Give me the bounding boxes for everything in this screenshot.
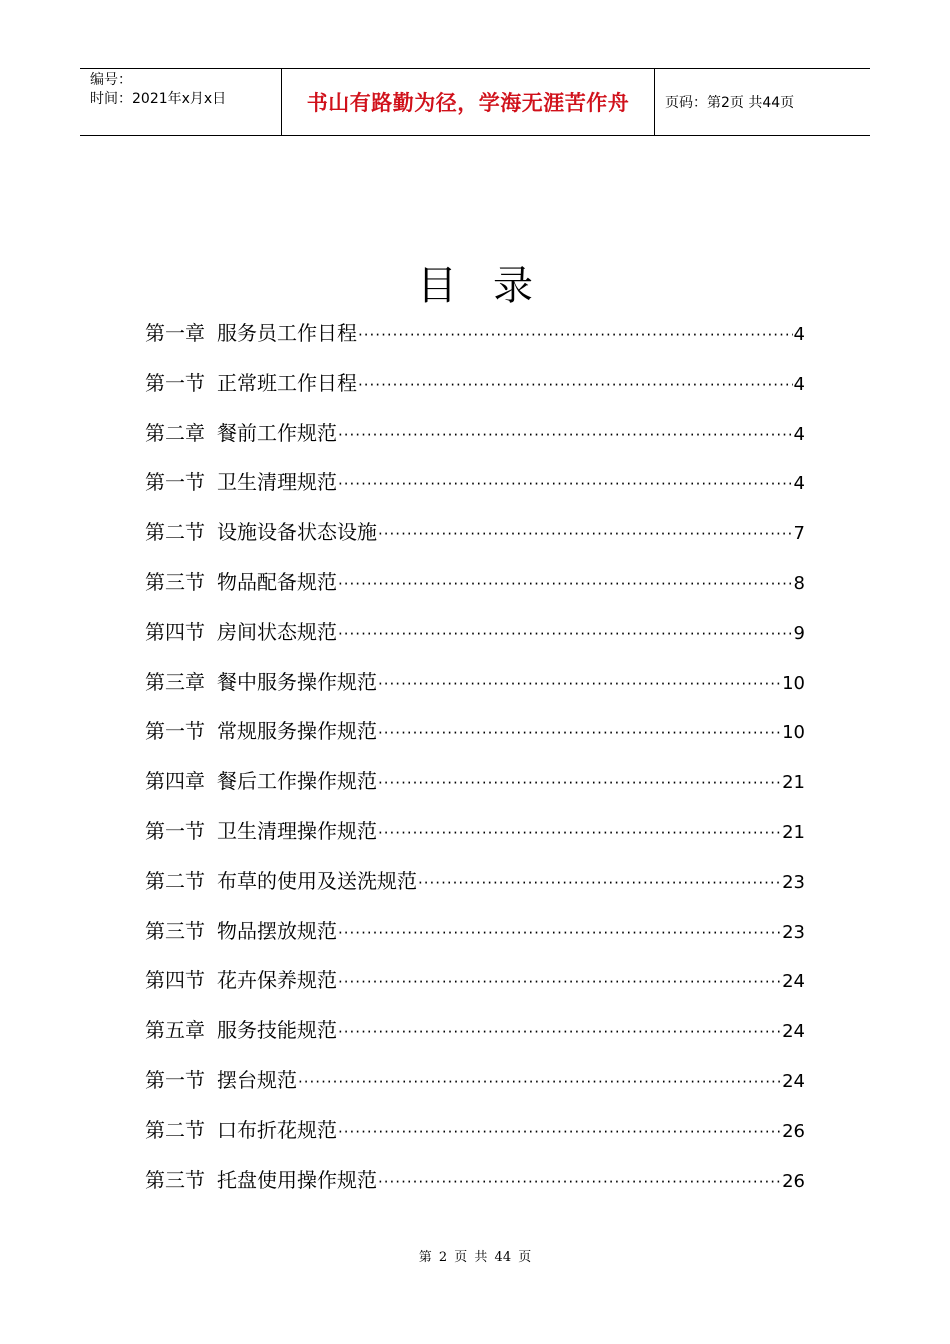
toc-item[interactable] — [145, 315, 805, 365]
toc-item[interactable] — [145, 664, 805, 714]
toc-item-number: 第三章 — [145, 669, 205, 694]
toc-item-page: 23 — [782, 921, 805, 943]
toc-item-label — [145, 863, 417, 899]
toc-item-label — [145, 1062, 297, 1098]
header-meta — [80, 69, 282, 135]
toc-leader-dots — [298, 1064, 781, 1100]
toc-item-number: 第三节 — [145, 918, 205, 943]
toc-item-number: 第四章 — [145, 769, 205, 794]
toc-item-page: 23 — [782, 871, 805, 893]
toc-item-page: 26 — [782, 1120, 805, 1142]
toc-item-number: 第二节 — [145, 1117, 205, 1142]
toc-item-label — [145, 614, 337, 650]
toc-leader-dots — [378, 765, 781, 801]
toc-item-page: 7 — [793, 523, 805, 545]
page-footer: 第 2 页 共 44 页 — [418, 1250, 532, 1265]
toc-item[interactable] — [145, 913, 805, 963]
toc-item-text: 摆台规范 — [217, 1067, 297, 1092]
toc-leader-dots — [338, 466, 793, 502]
toc-leader-dots — [338, 1114, 781, 1150]
toc-item-text: 常规服务操作规范 — [217, 719, 377, 744]
toc-item[interactable] — [145, 365, 805, 415]
toc-item-text: 花卉保养规范 — [217, 968, 337, 993]
toc-item[interactable] — [145, 415, 805, 465]
toc-item-number: 第四节 — [145, 619, 205, 644]
toc-item-label — [145, 1012, 337, 1048]
toc-item-text: 卫生清理规范 — [217, 470, 337, 495]
toc-item-number: 第二章 — [145, 420, 205, 445]
header-page-info: 页码：第2页 共44页 — [665, 95, 795, 111]
toc-item-page: 4 — [793, 423, 805, 445]
toc-item-text: 卫生清理操作规范 — [217, 818, 377, 843]
toc-item-text: 口布折花规范 — [217, 1117, 337, 1142]
toc-item-label — [145, 464, 337, 500]
toc-item-number: 第三节 — [145, 569, 205, 594]
page-header — [80, 68, 870, 136]
toc-item-page: 24 — [782, 1021, 805, 1043]
toc-leader-dots — [338, 566, 793, 602]
header-number-label: 编号： — [90, 72, 132, 88]
toc-leader-dots — [338, 616, 793, 652]
toc-item-page: 24 — [782, 971, 805, 993]
header-time-label: 时间：2021年x月x日 — [90, 91, 227, 107]
toc-item-label — [145, 1162, 377, 1198]
toc-item[interactable] — [145, 464, 805, 514]
toc-item-number: 第二节 — [145, 520, 205, 545]
toc-item-label — [145, 913, 337, 949]
toc-leader-dots — [378, 1164, 781, 1200]
toc-item-number: 第一节 — [145, 470, 205, 495]
toc-item-number: 第一节 — [145, 818, 205, 843]
toc-item[interactable] — [145, 813, 805, 863]
toc-leader-dots — [358, 367, 793, 403]
table-of-contents — [145, 315, 805, 1211]
toc-leader-dots — [338, 1014, 781, 1050]
toc-item-text: 正常班工作日程 — [217, 370, 357, 395]
toc-leader-dots — [418, 865, 781, 901]
toc-item-page: 21 — [782, 821, 805, 843]
toc-leader-dots — [378, 666, 781, 702]
toc-item-label — [145, 962, 337, 998]
toc-item-label — [145, 564, 337, 600]
toc-item-number: 第一节 — [145, 370, 205, 395]
toc-item-page: 21 — [782, 772, 805, 794]
toc-leader-dots — [358, 317, 793, 353]
toc-item[interactable] — [145, 1162, 805, 1212]
toc-leader-dots — [378, 815, 781, 851]
toc-item-label — [145, 415, 337, 451]
toc-item-text: 布草的使用及送洗规范 — [217, 868, 417, 893]
toc-item-text: 物品摆放规范 — [217, 918, 337, 943]
toc-item-label — [145, 813, 377, 849]
toc-item-page: 8 — [793, 572, 805, 594]
toc-item-text: 服务员工作日程 — [217, 321, 357, 345]
toc-item[interactable] — [145, 564, 805, 614]
toc-item-number: 第三节 — [145, 1167, 205, 1192]
toc-item[interactable] — [145, 763, 805, 813]
toc-item[interactable] — [145, 713, 805, 763]
toc-item-text: 餐前工作规范 — [217, 420, 337, 445]
toc-item-page: 9 — [793, 622, 805, 644]
toc-item-page: 4 — [793, 473, 805, 495]
toc-item-page: 4 — [793, 373, 805, 395]
header-motto: 书山有路勤为径，学海无涯苦作舟 — [282, 69, 655, 135]
toc-item-page: 10 — [782, 672, 805, 694]
toc-leader-dots — [378, 516, 793, 552]
toc-item-number: 第五章 — [145, 1018, 205, 1043]
toc-item-label — [145, 365, 357, 401]
toc-item-text: 餐后工作操作规范 — [217, 769, 377, 794]
toc-item-label — [145, 514, 377, 550]
toc-item-page: 4 — [793, 324, 805, 345]
toc-item-label — [145, 713, 377, 749]
toc-item[interactable] — [145, 962, 805, 1012]
toc-leader-dots — [338, 964, 781, 1000]
toc-item-number: 第一节 — [145, 719, 205, 744]
toc-item-text: 餐中服务操作规范 — [217, 669, 377, 694]
toc-item[interactable] — [145, 1012, 805, 1062]
document-title: 目录 — [417, 263, 569, 309]
toc-item-label — [145, 664, 377, 700]
toc-leader-dots — [338, 417, 793, 453]
toc-item[interactable] — [145, 1062, 805, 1112]
toc-item[interactable] — [145, 863, 805, 913]
toc-item-label — [145, 315, 357, 351]
toc-item-page: 26 — [782, 1170, 805, 1192]
toc-leader-dots — [378, 715, 781, 751]
toc-item[interactable] — [145, 1112, 805, 1162]
toc-item-text: 设施设备状态设施 — [217, 520, 377, 545]
toc-item-page: 10 — [782, 722, 805, 744]
toc-item-text: 房间状态规范 — [217, 619, 337, 644]
toc-item-text: 托盘使用操作规范 — [217, 1167, 377, 1192]
toc-item[interactable] — [145, 614, 805, 664]
toc-item-number: 第二节 — [145, 868, 205, 893]
toc-item-number: 第四节 — [145, 968, 205, 993]
toc-item-label — [145, 1112, 337, 1148]
toc-item-page: 24 — [782, 1070, 805, 1092]
toc-item-number: 第一章 — [145, 321, 205, 345]
toc-item-text: 物品配备规范 — [217, 569, 337, 594]
toc-item-number: 第一节 — [145, 1067, 205, 1092]
toc-leader-dots — [338, 915, 781, 951]
toc-item[interactable] — [145, 514, 805, 564]
toc-item-text: 服务技能规范 — [217, 1018, 337, 1043]
toc-item-label — [145, 763, 377, 799]
